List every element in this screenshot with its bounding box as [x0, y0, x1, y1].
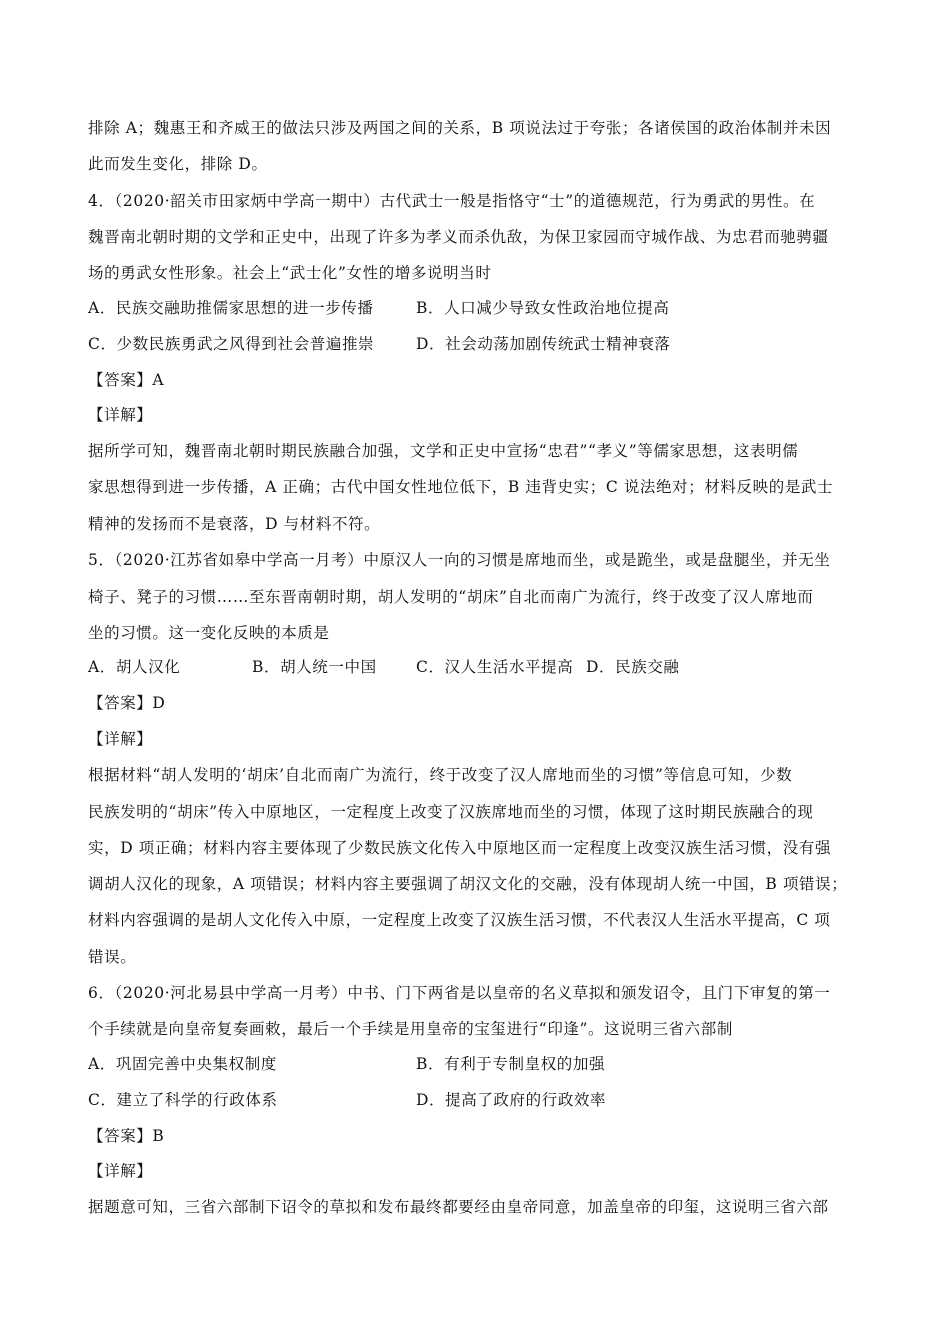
q4-option-c: C．少数民族勇武之风得到社会普遍推崇	[88, 335, 375, 353]
q3-explanation-line-2: 此而发生变化，排除 D。	[88, 155, 268, 173]
q5-answer: 【答案】D	[88, 694, 166, 712]
q6-answer: 【答案】B	[88, 1127, 165, 1145]
q4-option-b: B．人口减少导致女性政治地位提高	[416, 299, 670, 317]
q5-detail-label: 【详解】	[88, 730, 153, 748]
q5-stem-line-1: 5．（2020·江苏省如皋中学高一月考）中原汉人一向的习惯是席地而坐，或是跪坐，或是盘腿坐，并无坐	[88, 551, 831, 569]
q4-stem-line-2: 魏晋南北朝时期的文学和正史中，出现了许多为孝义而杀仇敌，为保卫家园而守城作战、为忠君而驰骋疆	[88, 228, 829, 246]
q6-option-b: B．有利于专制皇权的加强	[416, 1055, 606, 1073]
q6-stem-line-1: 6．（2020·河北易县中学高一月考）中书、门下两省是以皇帝的名义草拟和颁发诏令，且门下审复的第一	[88, 984, 831, 1002]
q6-option-a: A．巩固完善中央集权制度	[88, 1055, 277, 1073]
q4-stem-line-3: 场的勇武女性形象。社会上“武士化”女性的增多说明当时	[88, 264, 492, 282]
q4-detail-line-1: 据所学可知，魏晋南北朝时期民族融合加强，文学和正史中宣扬“忠君”“孝义”等儒家思想，这表明儒	[88, 442, 799, 460]
q5-detail-line-6: 错误。	[88, 948, 137, 966]
q4-detail-line-3: 精神的发扬而不是衰落，D 与材料不符。	[88, 515, 381, 533]
q4-answer: 【答案】A	[88, 371, 165, 389]
q6-option-d: D．提高了政府的行政效率	[416, 1091, 607, 1109]
q5-option-a: A．胡人汉化	[88, 658, 181, 676]
q5-stem-line-3: 坐的习惯。这一变化反映的本质是	[88, 624, 330, 642]
q6-option-c: C．建立了科学的行政体系	[88, 1091, 278, 1109]
q5-stem-line-2: 椅子、凳子的习惯……至东晋南朝时期，胡人发明的“胡床”自北而南广为流行，终于改变了汉人席地而	[88, 588, 814, 606]
q5-detail-line-2: 民族发明的“胡床”传入中原地区，一定程度上改变了汉族席地而坐的习惯，体现了这时期民族融合的现	[88, 803, 814, 821]
q5-option-d: D．民族交融	[586, 658, 680, 676]
q3-explanation-line-1: 排除 A；魏惠王和齐威王的做法只涉及两国之间的关系，B 项说法过于夸张；各诸侯国的政治体制并未因	[88, 119, 832, 137]
q5-detail-line-1: 根据材料“胡人发明的‘胡床’自北而南广为流行，终于改变了汉人席地而坐的习惯”等信息可知，少数	[88, 766, 793, 784]
q6-stem-line-2: 个手续就是向皇帝复奏画敕，最后一个手续是用皇帝的宝玺进行“印逢”。这说明三省六部制	[88, 1020, 733, 1038]
q5-detail-line-4: 调胡人汉化的现象，A 项错误；材料内容主要强调了胡汉文化的交融，没有体现胡人统一中国，B 项错误；	[88, 875, 848, 893]
q6-detail-label: 【详解】	[88, 1162, 153, 1180]
q5-option-b: B．胡人统一中国	[252, 658, 377, 676]
q4-detail-line-2: 家思想得到进一步传播，A 正确；古代中国女性地位低下，B 违背史实；C 说法绝对；材料反映的是武士	[88, 478, 834, 496]
q6-detail-line-1: 据题意可知，三省六部制下诏令的草拟和发布最终都要经由皇帝同意，加盖皇帝的印玺，这说明三省六部	[88, 1198, 829, 1216]
q5-detail-line-3: 实，D 项正确；材料内容主要体现了少数民族文化传入中原地区而一定程度上改变汉族生活习惯，没有强	[88, 839, 832, 857]
q4-option-d: D．社会动荡加剧传统武士精神衰落	[416, 335, 671, 353]
q4-detail-label: 【详解】	[88, 406, 153, 424]
q4-option-a: A．民族交融助推儒家思想的进一步传播	[88, 299, 374, 317]
q5-detail-line-5: 材料内容强调的是胡人文化传入中原，一定程度上改变了汉族生活习惯，不代表汉人生活水平提高，C 项	[88, 911, 831, 929]
q4-stem-line-1: 4．（2020·韶关市田家炳中学高一期中）古代武士一般是指恪守“士”的道德规范，行为勇武的男性。在	[88, 192, 816, 210]
q5-option-c: C．汉人生活水平提高	[416, 658, 574, 676]
